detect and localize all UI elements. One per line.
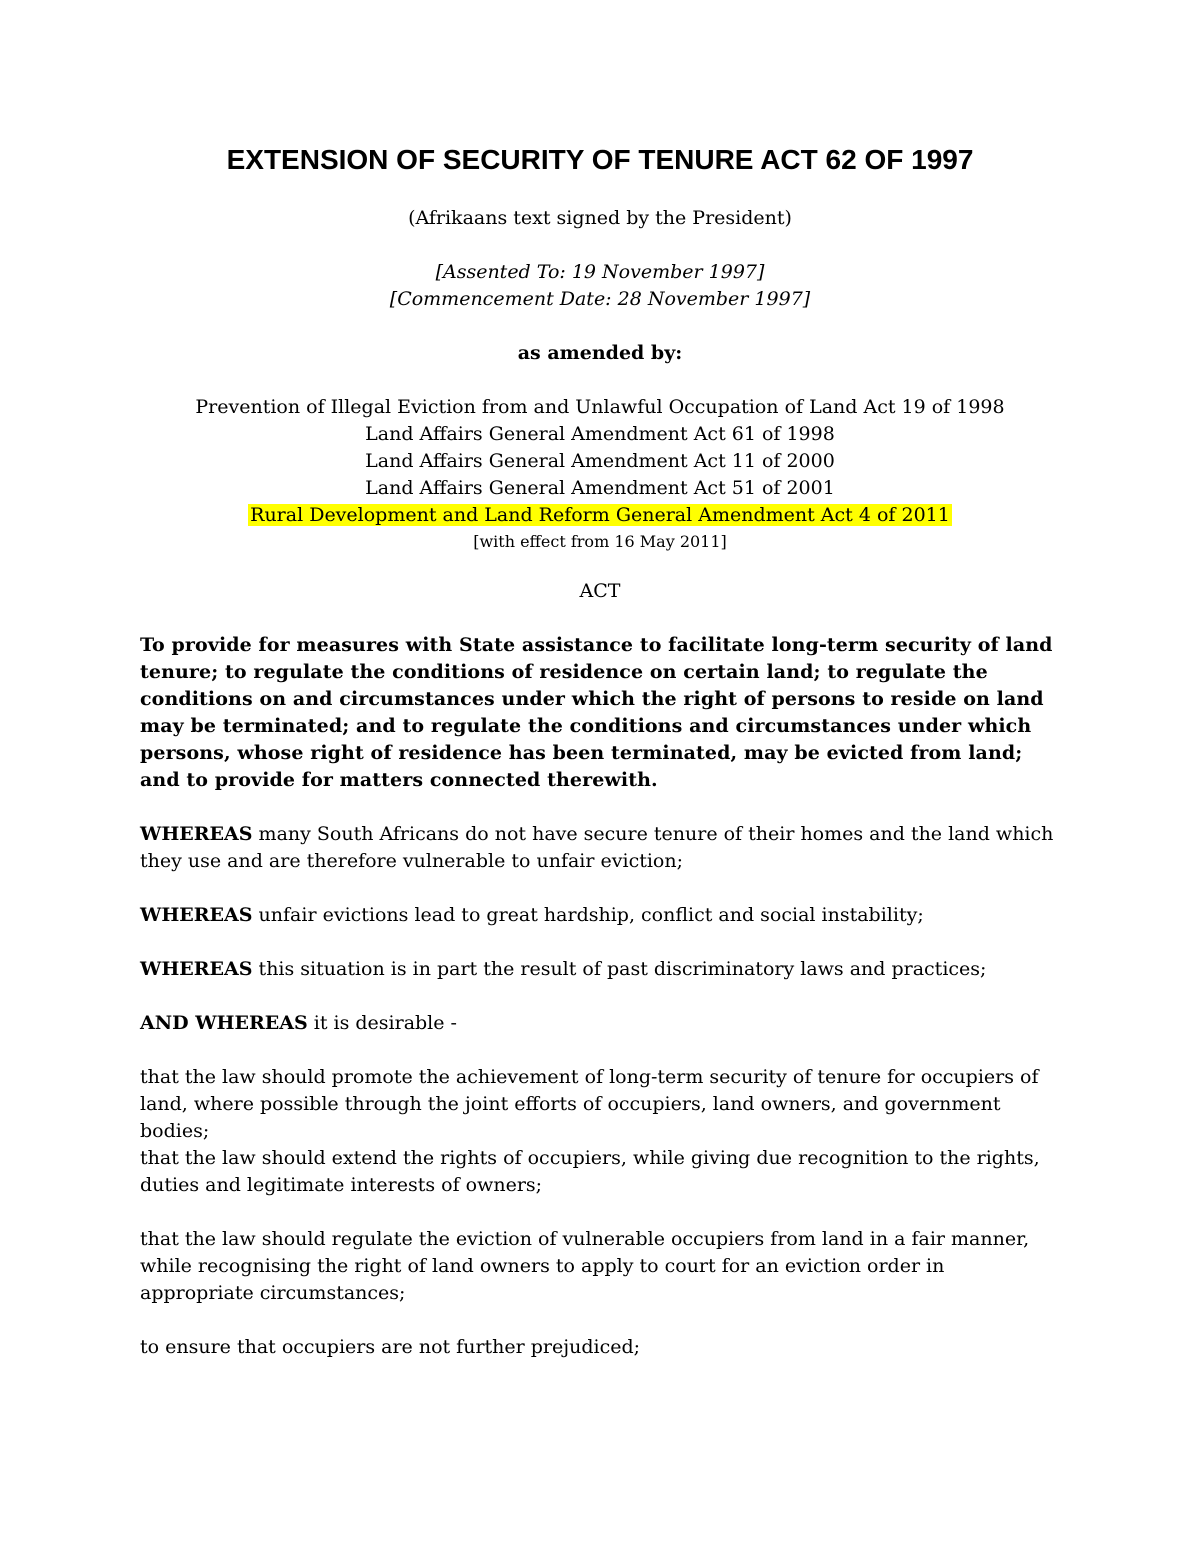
assented-date: [Assented To: 19 November 1997]	[435, 261, 765, 283]
preamble-clause: that the law should regulate the eviction of vulnerable occupiers from land in a fair manner, while recognising the right of land owners to apply to court for an eviction order in appropriate circumstances;	[140, 1228, 1030, 1304]
preamble-paragraph	[140, 902, 1060, 929]
amendment-item: Land Affairs General Amendment Act 51 of 2001	[365, 477, 835, 499]
preamble-paragraph	[140, 821, 1060, 875]
highlighted-amendment: Rural Development and Land Reform General Amendment Act 4 of 2011	[250, 504, 950, 526]
preamble-paragraph	[140, 956, 1060, 983]
amended-heading: as amended by:	[517, 342, 683, 364]
preamble-keyword: WHEREAS	[140, 904, 253, 926]
preamble-text: this situation is in part the result of past discriminatory laws and practices;	[252, 958, 987, 980]
preamble-keyword: WHEREAS	[140, 823, 253, 845]
preamble-keyword: AND WHEREAS	[140, 1012, 308, 1034]
signed-note: (Afrikaans text signed by the President)	[408, 207, 792, 229]
amendment-item: Prevention of Illegal Eviction from and Unlawful Occupation of Land Act 19 of 1998	[195, 396, 1005, 418]
preamble-text: unfair evictions lead to great hardship, conflict and social instability;	[252, 904, 924, 926]
preamble-clause: to ensure that occupiers are not further prejudiced;	[140, 1336, 641, 1358]
amendment-item: Land Affairs General Amendment Act 11 of 2000	[365, 450, 835, 472]
amendment-item-highlighted	[140, 502, 1060, 529]
preamble-paragraph	[140, 1010, 1060, 1037]
amendment-item: Land Affairs General Amendment Act 61 of 1998	[365, 423, 835, 445]
preamble-keyword: WHEREAS	[140, 958, 253, 980]
preamble-clause: that the law should extend the rights of occupiers, while giving due recognition to the rights, duties and legitimate interests of owners;	[140, 1147, 1040, 1196]
commencement-date: [Commencement Date: 28 November 1997]	[389, 288, 811, 310]
preamble-clause: that the law should promote the achievement of long-term security of tenure for occupiers of land, where possible through the joint efforts of occupiers, land owners, and government bodies;	[140, 1066, 1039, 1142]
preamble-text: many South Africans do not have secure tenure of their homes and the land which they use and are therefore vulnerable to unfair eviction;	[140, 823, 1054, 872]
effect-note: [with effect from 16 May 2011]	[473, 532, 727, 551]
act-title: EXTENSION OF SECURITY OF TENURE ACT 62 OF 1997	[226, 144, 974, 175]
preamble-text: it is desirable -	[307, 1012, 457, 1034]
long-title: To provide for measures with State assistance to facilitate long-term security of land tenure; to regulate the conditions of residence on certain land; to regulate the conditions on and circumstances under which the right of persons to reside on land may be terminated; and to regulate the conditions and circumstances under which persons, whose right of residence has been terminated, may be evicted from land; and to provide for matters connected therewith.	[140, 634, 1053, 791]
act-heading: ACT	[579, 580, 621, 602]
